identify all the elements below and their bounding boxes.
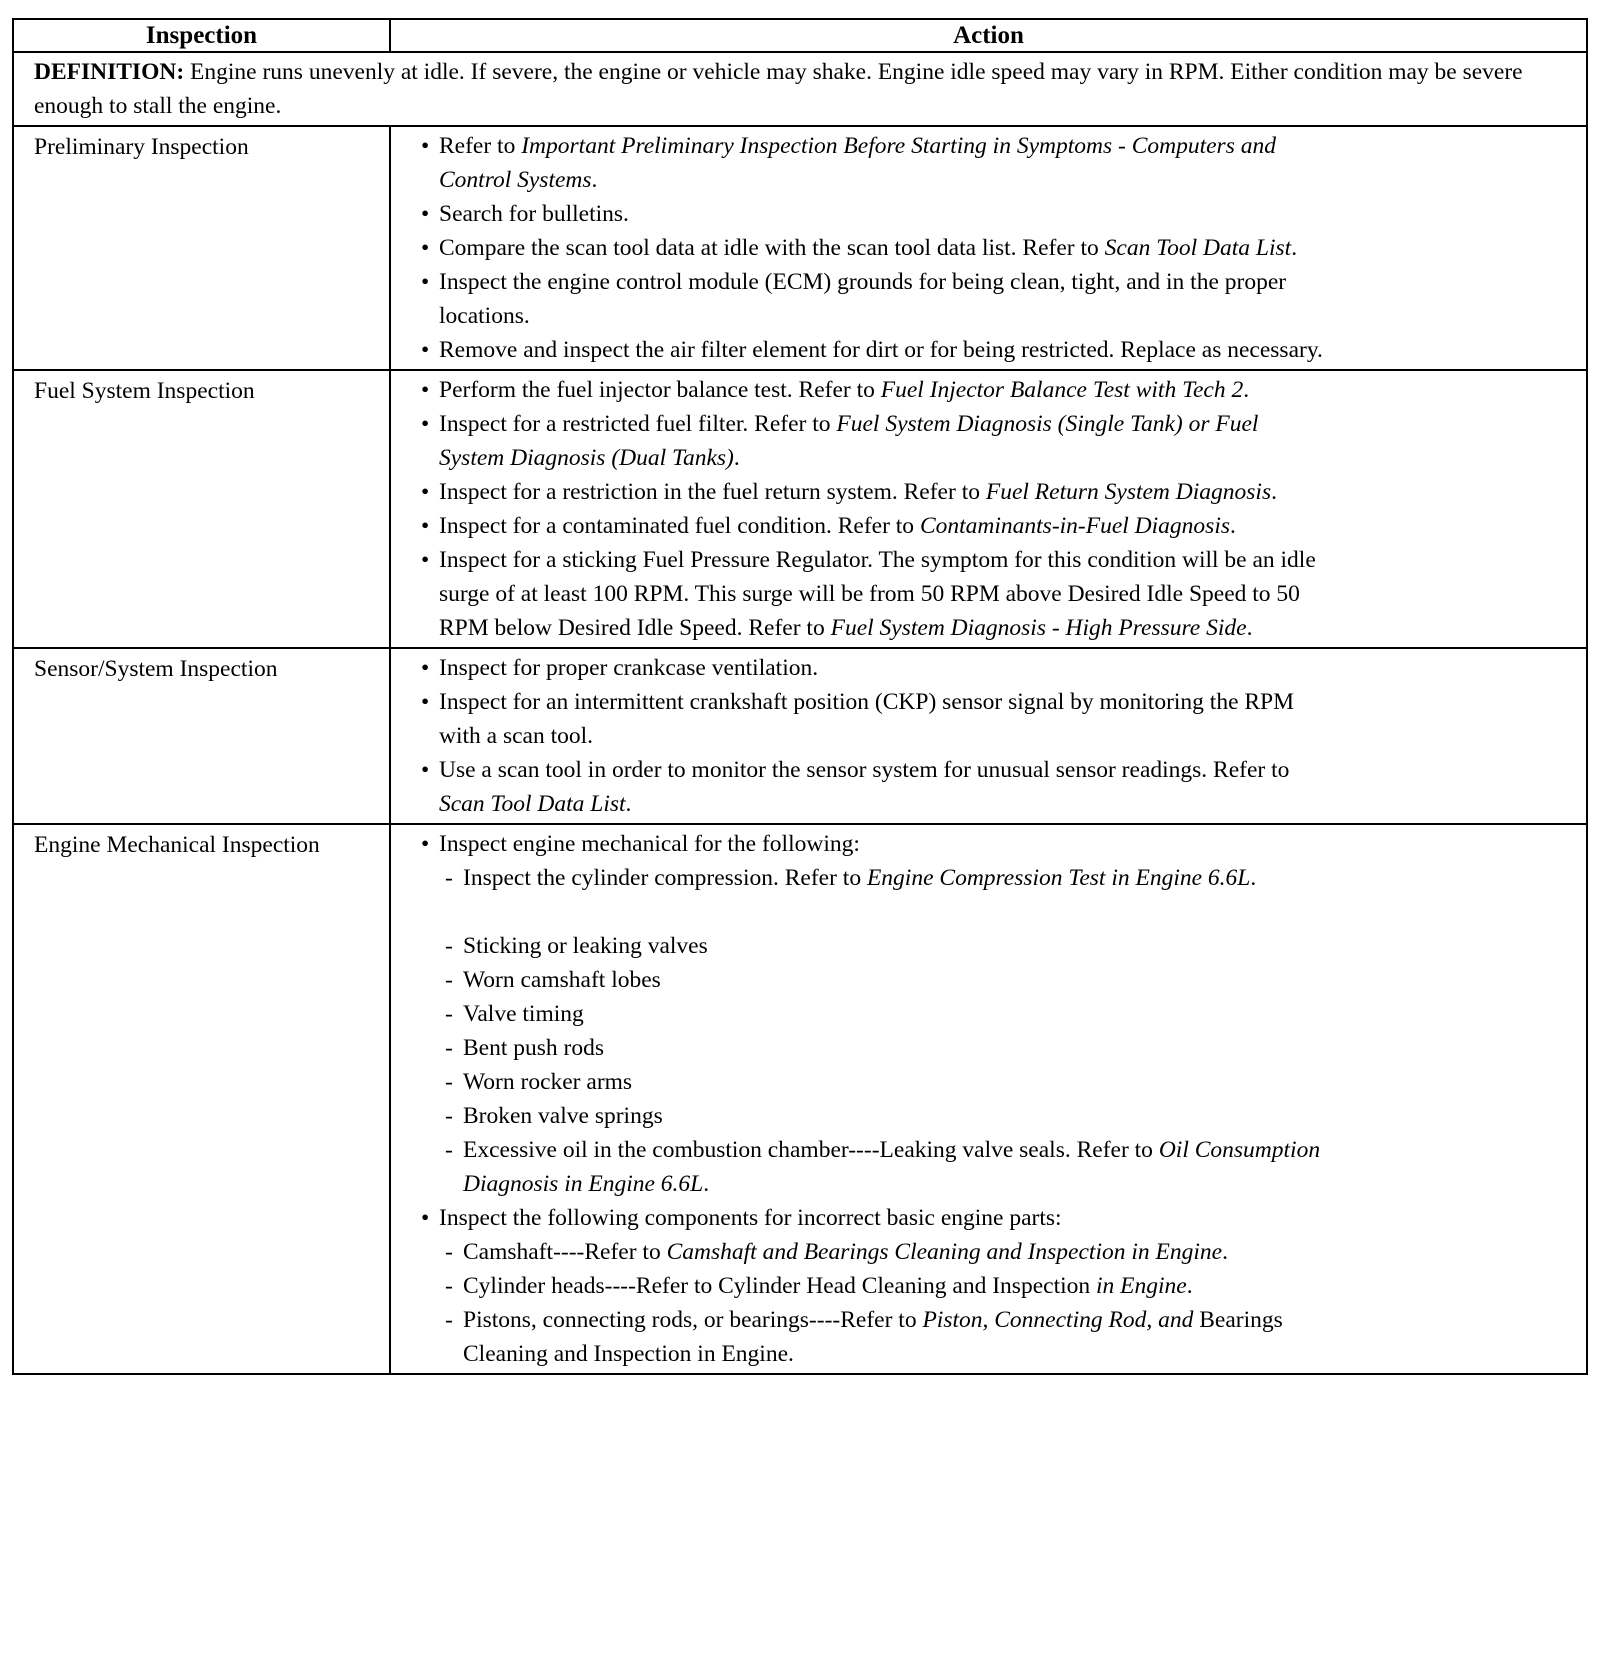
reference-link[interactable]: in Engine <box>1096 1273 1187 1299</box>
sub-item: - Cylinder heads----Refer to Cylinder Head Cleaning and Inspection in Engine. <box>421 1269 1329 1303</box>
list-item: • Inspect engine mechanical for the following: <box>421 827 1329 861</box>
reference-link[interactable]: Engine Compression Test in Engine 6.6L <box>866 865 1251 891</box>
table-row <box>14 648 1586 824</box>
reference-link[interactable]: Fuel Return System Diagnosis <box>985 479 1272 505</box>
bullet-icon: • <box>421 201 430 227</box>
dash-icon: - <box>445 967 453 993</box>
list-item: • Search for bulletins. <box>421 197 1329 231</box>
inspection-cell: Fuel System Inspection <box>14 370 390 648</box>
list-item: • Refer to Important Preliminary Inspection Before Starting in Symptoms - Computers and Control Systems. <box>421 129 1329 197</box>
definition-row <box>14 52 1586 126</box>
reference-link[interactable]: Important Preliminary Inspection Before Starting in Symptoms - Computers and Control Systems <box>439 133 1276 193</box>
table-row <box>14 370 1586 648</box>
list-item: • Inspect for a restricted fuel filter. Refer to Fuel System Diagnosis (Single Tank) or Fuel System Diagnosis (Dual Tanks). <box>421 407 1329 475</box>
header-row <box>14 20 1586 52</box>
action-cell <box>390 648 1586 824</box>
reference-link[interactable]: Fuel System Diagnosis (Single Tank) or Fuel System Diagnosis (Dual Tanks) <box>439 411 1259 471</box>
dash-icon: - <box>445 1069 453 1095</box>
bullet-icon: • <box>421 1205 430 1231</box>
header-inspection: Inspection <box>14 20 390 52</box>
sub-item: - Worn rocker arms <box>421 1065 1329 1099</box>
bullet-icon: • <box>421 377 430 403</box>
list-item: • Inspect for a contaminated fuel condition. Refer to Contaminants-in-Fuel Diagnosis. <box>421 509 1329 543</box>
list-item: • Inspect the following components for incorrect basic engine parts: <box>421 1201 1329 1235</box>
sub-item: - Broken valve springs <box>421 1099 1329 1133</box>
action-cell <box>390 370 1586 648</box>
list-item: • Use a scan tool in order to monitor the sensor system for unusual sensor readings. Refer to Scan Tool Data List. <box>421 753 1329 821</box>
list-item: • Inspect for proper crankcase ventilation. <box>421 651 1329 685</box>
definition-label: DEFINITION: <box>34 59 185 85</box>
table-row <box>14 126 1586 370</box>
reference-link[interactable]: Oil Consumption Diagnosis in Engine 6.6L <box>463 1137 1321 1197</box>
bullet-icon: • <box>421 235 430 261</box>
dash-icon: - <box>445 1273 453 1299</box>
bullet-icon: • <box>421 547 430 573</box>
header-action: Action <box>390 20 1586 52</box>
dash-icon: - <box>445 1103 453 1129</box>
inspection-cell: Sensor/System Inspection <box>14 648 390 824</box>
bullet-icon: • <box>421 411 430 437</box>
bullet-icon: • <box>421 513 430 539</box>
bullet-icon: • <box>421 655 430 681</box>
reference-link[interactable]: Fuel Injector Balance Test with Tech 2 <box>880 377 1244 403</box>
dash-icon: - <box>445 1307 453 1333</box>
sub-item: - Excessive oil in the combustion chamber----Leaking valve seals. Refer to Oil Consumption Diagnosis in Engine 6.6L. <box>421 1133 1329 1201</box>
inspection-cell: Engine Mechanical Inspection <box>14 824 390 1373</box>
dash-icon: - <box>445 1239 453 1265</box>
list-item: • Inspect for an intermittent crankshaft position (CKP) sensor signal by monitoring the RPM with a scan tool. <box>421 685 1329 753</box>
list-item: • Inspect for a restriction in the fuel return system. Refer to Fuel Return System Diagnosis. <box>421 475 1329 509</box>
sub-item: - Pistons, connecting rods, or bearings----Refer to Piston, Connecting Rod, and Bearings Cleaning and Inspection in Engine. <box>421 1303 1329 1371</box>
dash-icon: - <box>445 1001 453 1027</box>
sub-item: - Worn camshaft lobes <box>421 963 1329 997</box>
diagnostic-table <box>12 18 1588 1375</box>
list-item: • Inspect for a sticking Fuel Pressure Regulator. The symptom for this condition will be an idle surge of at least 100 RPM. This surge will be from 50 RPM above Desired Idle Speed to 50 RPM below Desired Idle Speed. Refer to Fuel System Diagnosis - High Pressure Side. <box>421 543 1329 645</box>
reference-link[interactable]: Contaminants-in-Fuel Diagnosis <box>919 513 1231 539</box>
dash-icon: - <box>445 1137 453 1163</box>
bullet-icon: • <box>421 133 430 159</box>
inspection-cell: Preliminary Inspection <box>14 126 390 370</box>
sub-item: - Sticking or leaking valves <box>421 929 1329 963</box>
table-row <box>14 824 1586 1373</box>
bullet-icon: • <box>421 831 430 857</box>
list-item: • Perform the fuel injector balance test. Refer to Fuel Injector Balance Test with Tech 2. <box>421 373 1329 407</box>
dash-icon: - <box>445 865 453 891</box>
dash-icon: - <box>445 933 453 959</box>
list-item: • Inspect the engine control module (ECM) grounds for being clean, tight, and in the proper locations. <box>421 265 1329 333</box>
reference-link[interactable]: Piston, Connecting Rod, and <box>922 1307 1194 1333</box>
bullet-icon: • <box>421 689 430 715</box>
bullet-icon: • <box>421 479 430 505</box>
definition-text: Engine runs unevenly at idle. If severe, the engine or vehicle may shake. Engine idle speed may vary in RPM. Either condition may be severe enough to stall the engine. <box>34 59 1523 119</box>
reference-link[interactable]: Scan Tool Data List <box>439 791 626 817</box>
list-item: • Compare the scan tool data at idle with the scan tool data list. Refer to Scan Tool Data List. <box>421 231 1329 265</box>
sub-item: - Bent push rods <box>421 1031 1329 1065</box>
action-cell <box>390 126 1586 370</box>
bullet-icon: • <box>421 337 430 363</box>
bullet-icon: • <box>421 757 430 783</box>
sub-item: - Inspect the cylinder compression. Refer to Engine Compression Test in Engine 6.6L. <box>421 861 1329 895</box>
sub-item: - Camshaft----Refer to Camshaft and Bearings Cleaning and Inspection in Engine. <box>421 1235 1329 1269</box>
action-cell <box>390 824 1586 1373</box>
reference-link[interactable]: Fuel System Diagnosis - High Pressure Side <box>830 615 1247 641</box>
reference-link[interactable]: Camshaft and Bearings Cleaning and Inspection in Engine <box>666 1239 1223 1265</box>
list-item: • Remove and inspect the air filter element for dirt or for being restricted. Replace as necessary. <box>421 333 1329 367</box>
reference-link[interactable]: Scan Tool Data List <box>1104 235 1292 261</box>
bullet-icon: • <box>421 269 430 295</box>
sub-item: - Valve timing <box>421 997 1329 1031</box>
dash-icon: - <box>445 1035 453 1061</box>
